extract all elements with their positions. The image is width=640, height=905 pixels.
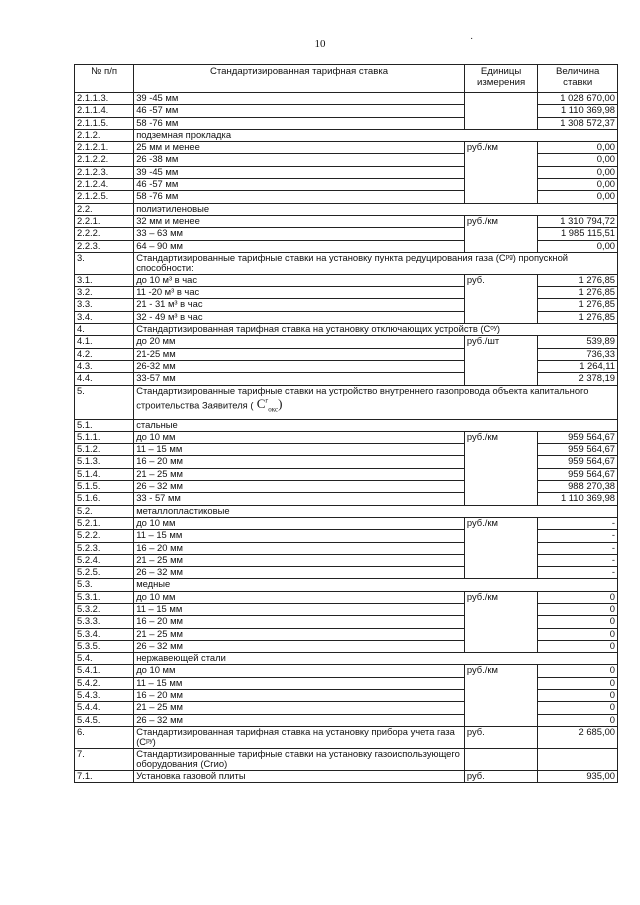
row-number: 2.1.2.5. — [75, 191, 134, 203]
row-number: 5.1. — [75, 419, 134, 431]
row-name: полиэтиленовые — [134, 203, 618, 215]
row-value: 1 310 794,72 — [538, 215, 618, 227]
table-row — [75, 640, 618, 652]
row-unit — [464, 444, 537, 456]
row-name: 58 -76 мм — [134, 117, 465, 129]
table-row — [75, 481, 618, 493]
row-name: Стандартизированные тарифные ставки на устройство внутреннего газопровода объекта капитального строительства Заявителя ( $C^г_{окс}$) — [134, 385, 618, 419]
row-unit: руб. — [464, 770, 537, 782]
row-value: - — [538, 517, 618, 529]
table-row — [75, 287, 618, 299]
row-name: 11 – 15 мм — [134, 530, 465, 542]
table-row — [75, 567, 618, 579]
row-unit — [464, 105, 537, 117]
row-name: 11 – 15 мм — [134, 677, 465, 689]
row-value: 1 276,85 — [538, 287, 618, 299]
row-value: 736,33 — [538, 348, 618, 360]
row-value: 0 — [538, 628, 618, 640]
row-value: 1 276,85 — [538, 299, 618, 311]
row-name: 39 -45 мм — [134, 93, 465, 105]
row-unit — [464, 690, 537, 702]
row-unit — [464, 702, 537, 714]
row-name: Стандартизированная тарифная ставка на установку прибора учета газа (Cᵖʸ) — [134, 726, 465, 748]
row-name: Установка газовой плиты — [134, 770, 465, 782]
row-value: 1 985 115,51 — [538, 228, 618, 240]
row-name: стальные — [134, 419, 618, 431]
table-row — [75, 493, 618, 505]
table-row — [75, 299, 618, 311]
row-value: 959 564,67 — [538, 444, 618, 456]
row-name: 11 -20 м³ в час — [134, 287, 465, 299]
row-unit — [464, 311, 537, 323]
row-value: 0,00 — [538, 142, 618, 154]
row-value: 0 — [538, 616, 618, 628]
table-row — [75, 603, 618, 615]
table-row — [75, 336, 618, 348]
table-row — [75, 240, 618, 252]
page-number: 10 — [314, 38, 326, 50]
row-unit: руб./шт — [464, 336, 537, 348]
row-number: 5.1.1. — [75, 431, 134, 443]
row-unit — [464, 616, 537, 628]
table-row — [75, 456, 618, 468]
row-name: 26-32 мм — [134, 360, 465, 372]
table-header-row — [75, 65, 618, 93]
row-unit: руб./км — [464, 665, 537, 677]
row-number: 5.1.6. — [75, 493, 134, 505]
table-row — [75, 505, 618, 517]
row-number: 4. — [75, 324, 134, 336]
row-value: 959 564,67 — [538, 431, 618, 443]
row-number: 5.2.1. — [75, 517, 134, 529]
row-number: 5.1.5. — [75, 481, 134, 493]
row-name: 26 – 32 мм — [134, 481, 465, 493]
table-row — [75, 554, 618, 566]
tariff-table — [74, 64, 618, 783]
row-number: 2.1.2.2. — [75, 154, 134, 166]
row-value: 935,00 — [538, 770, 618, 782]
row-unit — [464, 530, 537, 542]
row-value: - — [538, 554, 618, 566]
corner-mark: · — [470, 33, 474, 44]
row-value: 1 028 670,00 — [538, 93, 618, 105]
row-value: 1 110 369,98 — [538, 105, 618, 117]
row-value: 1 308 572,37 — [538, 117, 618, 129]
row-value: 2 378,19 — [538, 373, 618, 385]
row-unit — [464, 554, 537, 566]
row-number: 5.4.1. — [75, 665, 134, 677]
row-name: до 10 мм — [134, 431, 465, 443]
row-number: 3. — [75, 252, 134, 274]
table-row — [75, 677, 618, 689]
row-name: 21 – 25 мм — [134, 554, 465, 566]
row-name: Стандартизированные тарифные ставки на установку газоиспользующего оборудования (Сгио) — [134, 748, 465, 770]
row-unit — [464, 468, 537, 480]
row-unit: руб./км — [464, 215, 537, 227]
header-value: Величина ставки — [538, 65, 618, 93]
row-unit: руб. — [464, 726, 537, 748]
table-row — [75, 93, 618, 105]
row-number: 3.4. — [75, 311, 134, 323]
table-row — [75, 653, 618, 665]
row-unit — [464, 628, 537, 640]
symbol-c-oks — [254, 396, 283, 414]
row-unit — [464, 299, 537, 311]
row-name: 46 -57 мм — [134, 179, 465, 191]
header-rate: Стандартизированная тарифная ставка — [134, 65, 465, 93]
row-number: 5.1.4. — [75, 468, 134, 480]
table-row — [75, 748, 618, 770]
table-row — [75, 530, 618, 542]
row-value: 959 564,67 — [538, 468, 618, 480]
row-name: 25 мм и менее — [134, 142, 465, 154]
row-value: 1 264,11 — [538, 360, 618, 372]
row-name: Стандартизированная тарифная ставка на установку отключающих устройств (Cᵒʸ) — [134, 324, 618, 336]
row-name: 21 – 25 мм — [134, 702, 465, 714]
row-unit — [464, 493, 537, 505]
table-row — [75, 274, 618, 286]
symbol-sub: окс — [268, 405, 279, 414]
table-row — [75, 191, 618, 203]
row-number: 2.1.2.3. — [75, 166, 134, 178]
row-number: 2.1.1.3. — [75, 93, 134, 105]
row-value: 1 276,85 — [538, 274, 618, 286]
row-unit — [464, 677, 537, 689]
table-row — [75, 360, 618, 372]
table-row — [75, 468, 618, 480]
row-name: 26 – 32 мм — [134, 567, 465, 579]
row-name: 21-25 мм — [134, 348, 465, 360]
row-number: 5.3. — [75, 579, 134, 591]
row-unit: руб./км — [464, 591, 537, 603]
row-number: 5. — [75, 385, 134, 419]
symbol-base: C — [256, 396, 266, 412]
row-number: 5.1.3. — [75, 456, 134, 468]
row-name: 26 – 32 мм — [134, 714, 465, 726]
row-value: 0,00 — [538, 179, 618, 191]
row-name: до 10 мм — [134, 517, 465, 529]
table-row — [75, 117, 618, 129]
row-name: Стандартизированные тарифные ставки на установку пункта редуцирования газа (Cᵖᵍ) пропускной способности: — [134, 252, 618, 274]
row-unit — [464, 373, 537, 385]
row-unit — [464, 93, 537, 105]
row-value: 1 276,85 — [538, 311, 618, 323]
row-name: до 10 мм — [134, 665, 465, 677]
table-row — [75, 419, 618, 431]
row-number: 5.3.1. — [75, 591, 134, 603]
row-number: 5.4.2. — [75, 677, 134, 689]
row-number: 3.2. — [75, 287, 134, 299]
row-number: 5.2. — [75, 505, 134, 517]
row-value: 0 — [538, 690, 618, 702]
row-number: 4.2. — [75, 348, 134, 360]
row-number: 2.1.2.4. — [75, 179, 134, 191]
table-row — [75, 579, 618, 591]
table-row — [75, 616, 618, 628]
row-number: 7.1. — [75, 770, 134, 782]
row-name: 16 – 20 мм — [134, 542, 465, 554]
table-row — [75, 373, 618, 385]
table-row — [75, 726, 618, 748]
row-number: 5.4.5. — [75, 714, 134, 726]
row-unit: руб. — [464, 274, 537, 286]
row-unit — [464, 603, 537, 615]
row-name: металлопластиковые — [134, 505, 618, 517]
symbol-close: ) — [278, 396, 283, 412]
row-name: 16 – 20 мм — [134, 616, 465, 628]
row-unit — [464, 456, 537, 468]
row-value: 0,00 — [538, 154, 618, 166]
row-value: 2 685,00 — [538, 726, 618, 748]
row-value: 0,00 — [538, 166, 618, 178]
row-name: 16 – 20 мм — [134, 456, 465, 468]
header-number: № п/п — [75, 65, 134, 93]
row-value: 0 — [538, 640, 618, 652]
row-value: - — [538, 567, 618, 579]
row-value: - — [538, 542, 618, 554]
row-unit — [464, 240, 537, 252]
row-unit — [464, 228, 537, 240]
row-value: 959 564,67 — [538, 456, 618, 468]
row-number: 5.3.4. — [75, 628, 134, 640]
row-number: 7. — [75, 748, 134, 770]
row-number: 2.1.1.4. — [75, 105, 134, 117]
row-number: 5.2.3. — [75, 542, 134, 554]
row-number: 4.1. — [75, 336, 134, 348]
row-name: 21 - 31 м³ в час — [134, 299, 465, 311]
row-number: 6. — [75, 726, 134, 748]
row-unit — [464, 481, 537, 493]
table-row — [75, 431, 618, 443]
table-row — [75, 179, 618, 191]
row-number: 5.1.2. — [75, 444, 134, 456]
table-body — [75, 93, 618, 783]
row-unit: руб./км — [464, 142, 537, 154]
row-name: 58 -76 мм — [134, 191, 465, 203]
row-number: 5.4. — [75, 653, 134, 665]
row-name: 16 – 20 мм — [134, 690, 465, 702]
table-row — [75, 166, 618, 178]
table-row — [75, 105, 618, 117]
row-name: 32 - 49 м³ в час — [134, 311, 465, 323]
row-unit — [464, 640, 537, 652]
row-unit — [464, 360, 537, 372]
row-number: 2.2. — [75, 203, 134, 215]
table-row — [75, 517, 618, 529]
table-row — [75, 770, 618, 782]
table-row — [75, 665, 618, 677]
row-name: 11 – 15 мм — [134, 444, 465, 456]
row-name: 33 – 63 мм — [134, 228, 465, 240]
row-value: 0 — [538, 714, 618, 726]
row-name: 64 – 90 мм — [134, 240, 465, 252]
table-row — [75, 154, 618, 166]
row-unit — [464, 714, 537, 726]
row-name: 33-57 мм — [134, 373, 465, 385]
table-row — [75, 203, 618, 215]
row-value: 988 270,38 — [538, 481, 618, 493]
row-number: 3.3. — [75, 299, 134, 311]
row-number: 5.3.5. — [75, 640, 134, 652]
row-number: 5.2.5. — [75, 567, 134, 579]
row-number: 5.2.2. — [75, 530, 134, 542]
row-value: 0 — [538, 603, 618, 615]
table-row — [75, 628, 618, 640]
table-row — [75, 129, 618, 141]
row-value: 0 — [538, 591, 618, 603]
row-name: до 10 м³ в час — [134, 274, 465, 286]
row-name: нержавеющей стали — [134, 653, 618, 665]
row-value: 0 — [538, 665, 618, 677]
table-row — [75, 690, 618, 702]
row-unit — [464, 748, 537, 770]
row-number: 5.2.4. — [75, 554, 134, 566]
header-unit: Единицы измерения — [464, 65, 537, 93]
row-unit — [464, 154, 537, 166]
row-name: 46 -57 мм — [134, 105, 465, 117]
symbol-sup: г — [265, 397, 269, 406]
row-name: до 20 мм — [134, 336, 465, 348]
row-value: 0 — [538, 702, 618, 714]
row-name: 11 – 15 мм — [134, 603, 465, 615]
row-name: 39 -45 мм — [134, 166, 465, 178]
row-value: 0,00 — [538, 240, 618, 252]
row-unit — [464, 542, 537, 554]
table-row — [75, 348, 618, 360]
table-row — [75, 444, 618, 456]
table-row — [75, 385, 618, 419]
row-name: 33 - 57 мм — [134, 493, 465, 505]
row-value: 0 — [538, 677, 618, 689]
table-row — [75, 324, 618, 336]
table-row — [75, 252, 618, 274]
row-number: 2.1.2.1. — [75, 142, 134, 154]
row-unit — [464, 179, 537, 191]
table-row — [75, 591, 618, 603]
row-number: 5.4.3. — [75, 690, 134, 702]
row-name: до 10 мм — [134, 591, 465, 603]
row-value: 0,00 — [538, 191, 618, 203]
table-row — [75, 702, 618, 714]
row-number: 2.1.2. — [75, 129, 134, 141]
row-unit — [464, 567, 537, 579]
row-unit — [464, 348, 537, 360]
row-number: 2.2.3. — [75, 240, 134, 252]
row-name: 32 мм и менее — [134, 215, 465, 227]
row-name: 26 – 32 мм — [134, 640, 465, 652]
row-number: 5.3.2. — [75, 603, 134, 615]
row-number: 2.2.1. — [75, 215, 134, 227]
row-name: 26 -38 мм — [134, 154, 465, 166]
row-unit — [464, 191, 537, 203]
row-number: 2.2.2. — [75, 228, 134, 240]
row-value — [538, 748, 618, 770]
row-unit: руб./км — [464, 517, 537, 529]
row-unit — [464, 166, 537, 178]
table-row — [75, 228, 618, 240]
row-name: подземная прокладка — [134, 129, 618, 141]
table-row — [75, 311, 618, 323]
table-row — [75, 714, 618, 726]
table-row — [75, 542, 618, 554]
row-name: медные — [134, 579, 618, 591]
row-unit — [464, 117, 537, 129]
row-number: 5.3.3. — [75, 616, 134, 628]
row-value: 539,89 — [538, 336, 618, 348]
row-number: 4.3. — [75, 360, 134, 372]
row-value: 1 110 369,98 — [538, 493, 618, 505]
row-unit — [464, 287, 537, 299]
row-name: 21 – 25 мм — [134, 628, 465, 640]
table-row — [75, 215, 618, 227]
row-number: 2.1.1.5. — [75, 117, 134, 129]
row-number: 5.4.4. — [75, 702, 134, 714]
row-value: - — [538, 530, 618, 542]
row-number: 3.1. — [75, 274, 134, 286]
row-name: 21 – 25 мм — [134, 468, 465, 480]
row-unit: руб./км — [464, 431, 537, 443]
row-number: 4.4. — [75, 373, 134, 385]
table-row — [75, 142, 618, 154]
